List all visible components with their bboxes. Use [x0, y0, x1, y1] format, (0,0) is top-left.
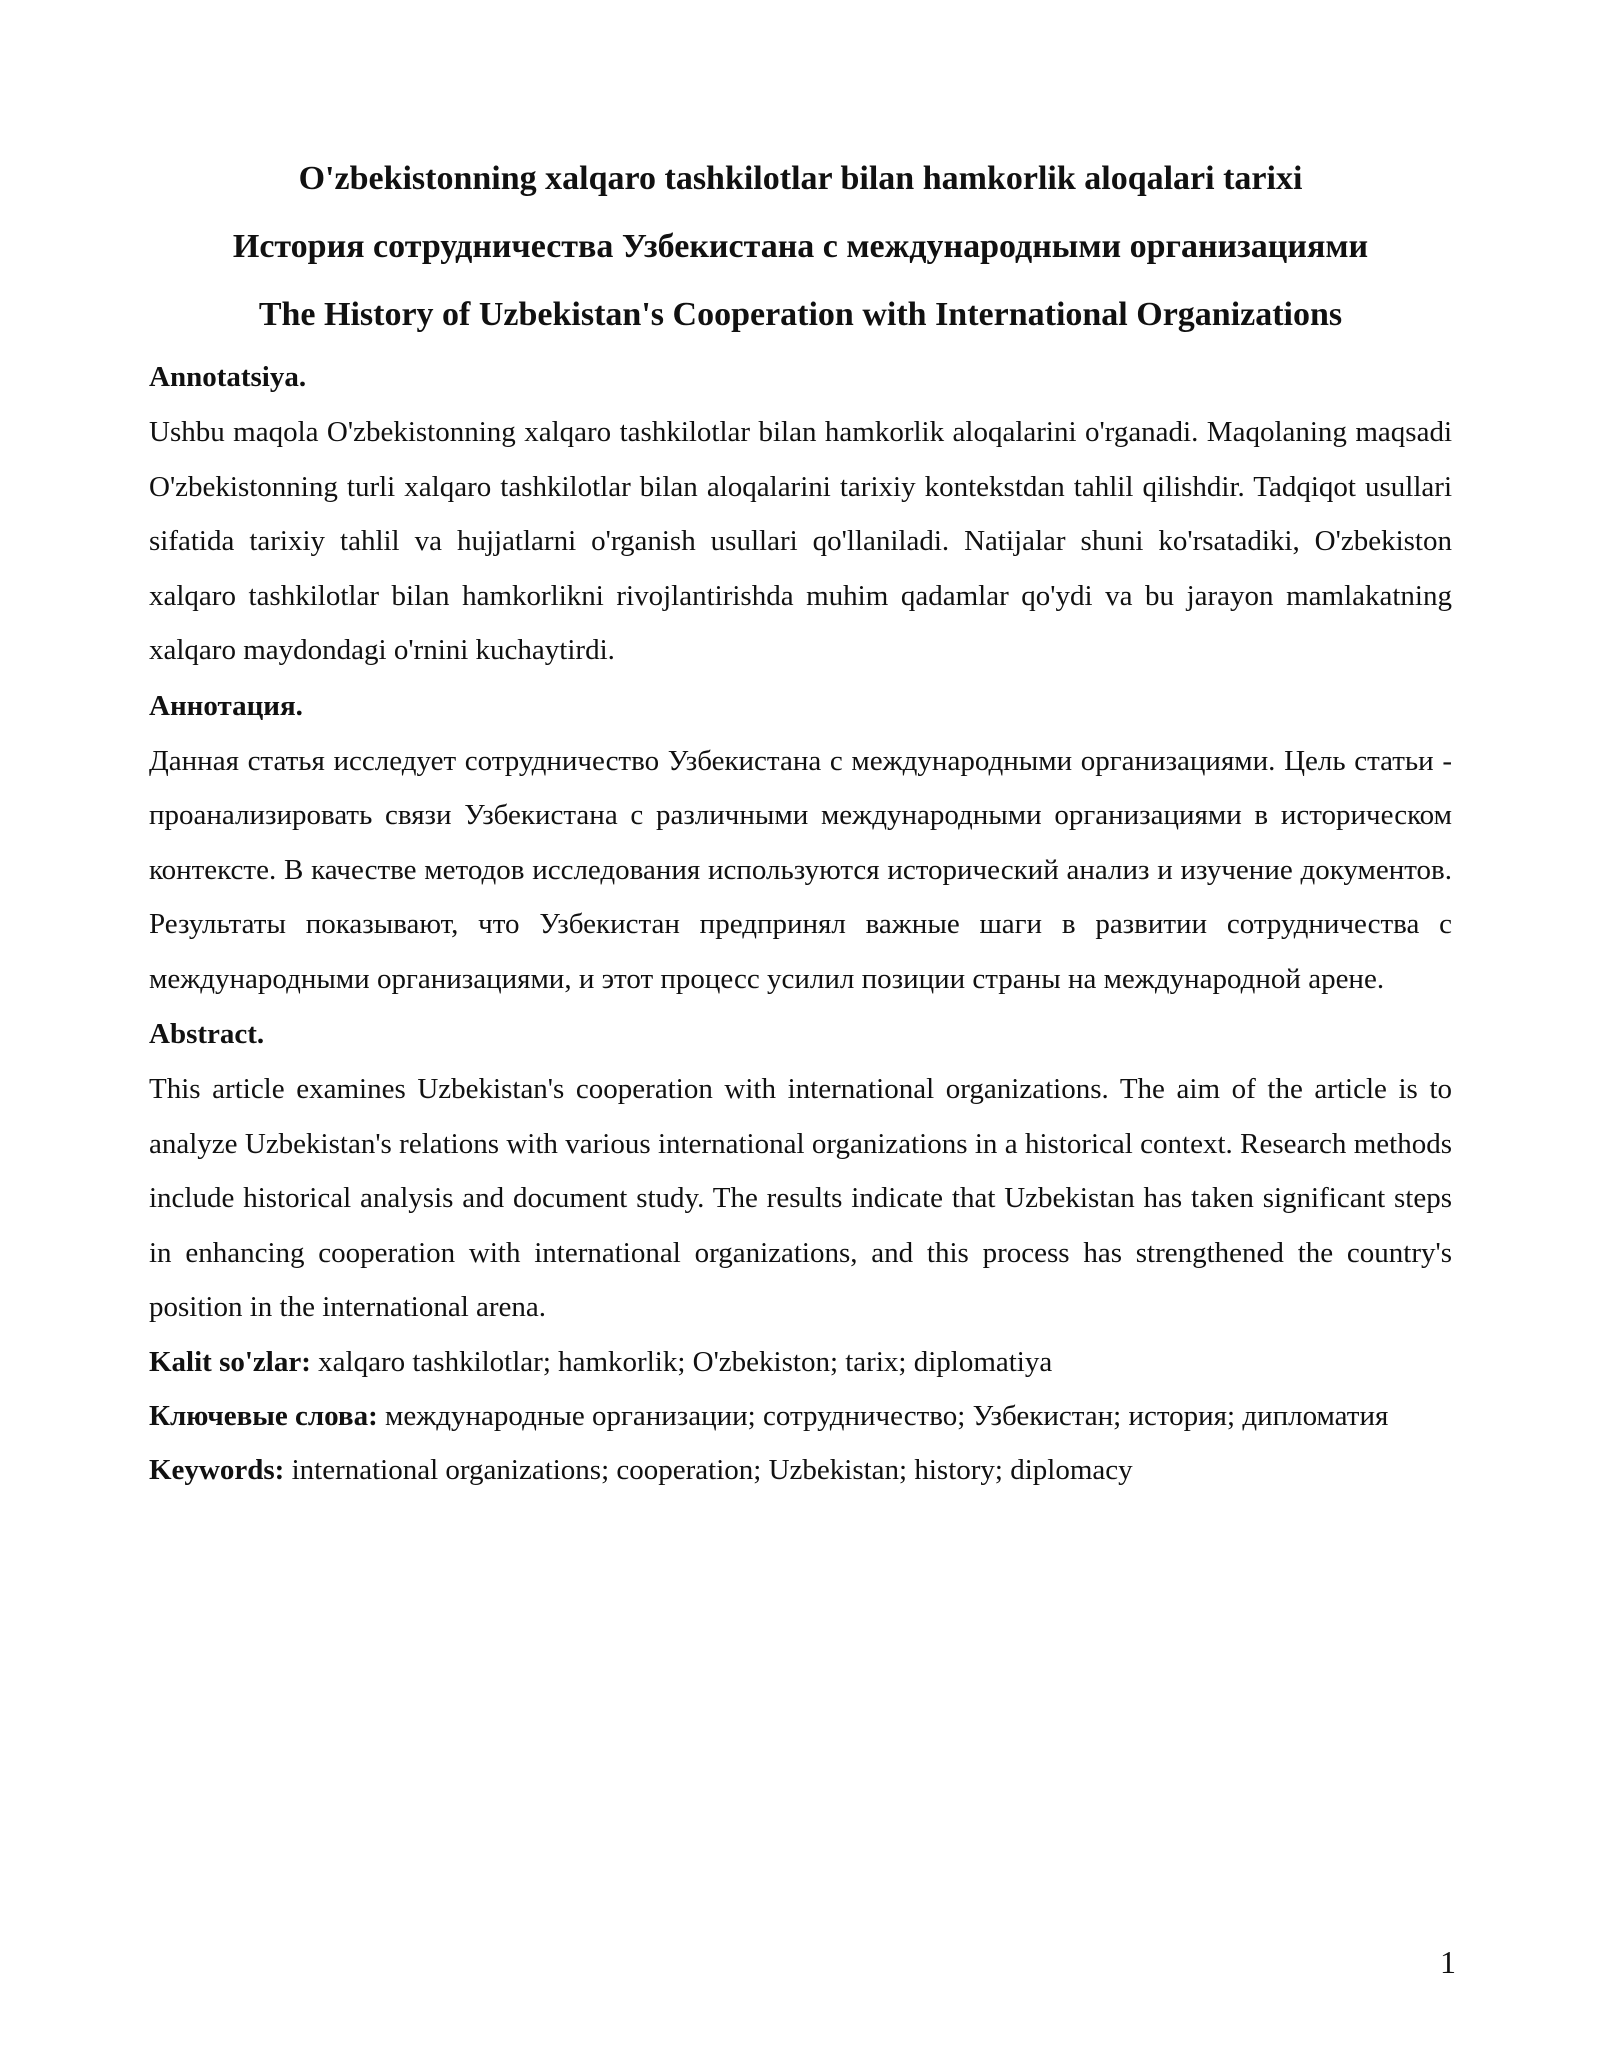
keywords-english-list: international organizations; cooperation; Uzbekistan; history; diplomacy [284, 1453, 1133, 1486]
keywords-russian-list: международные организации; сотрудничество; Узбекистан; история; дипломатия [377, 1399, 1389, 1432]
title-english: The History of Uzbekistan's Cooperation with International Organizations [258, 296, 1343, 333]
keywords-english-label: Keywords: [149, 1453, 285, 1486]
annotation-uzbek-heading: Annotatsiya. [149, 361, 307, 393]
annotation-russian-heading: Аннотация. [149, 689, 303, 722]
title-uzbek: O'zbekistonning xalqaro tashkilotlar bilan hamkorlik aloqalari tarixi [298, 160, 1303, 197]
title-russian: История сотрудничества Узбекистана с международными организациями [232, 228, 1369, 265]
page-number: 1 [1440, 1944, 1456, 1980]
keywords-uzbek-list: xalqaro tashkilotlar; hamkorlik; O'zbekiston; tarix; diplomatiya [310, 1345, 1053, 1378]
keywords-uzbek-label: Kalit so'zlar: [149, 1345, 311, 1378]
keywords-uzbek [149, 1335, 1452, 1389]
abstract-english-heading: Abstract. [149, 1018, 265, 1050]
keywords-russian-label: Ключевые слова: [149, 1399, 378, 1432]
annotation-uzbek-text: Ushbu maqola O'zbekistonning xalqaro tashkilotlar bilan hamkorlik aloqalarini o'rganadi. Maqolaning maqsadi O'zbekistonning turli xalqaro tashkilotlar bilan aloqalarini tarixiy kontekstdan tahlil qilishdir. Tadqiqot usullari sifatida tarixiy tahlil va hujjatlarni o'rganish usullari qo'llaniladi. Natijalar shuni ko'rsatadiki, O'zbekiston xalqaro tashkilotlar bilan hamkorlikni rivojlantirishda muhim qadamlar qo'ydi va bu jarayon mamlakatning xalqaro maydondagi o'rnini kuchaytirdi. [149, 416, 1452, 666]
paper-page [149, 145, 1452, 1497]
keywords-russian [149, 1389, 1452, 1443]
keywords-english [149, 1443, 1452, 1497]
annotation-russian-text: Данная статья исследует сотрудничество Узбекистана с международными организациями. Цель статьи - проанализировать связи Узбекистана с различными международными организациями в историческом контексте. В качестве методов исследования используются исторический анализ и изучение документов. Результаты показывают, что Узбекистан предпринял важные шаги в развитии сотрудничества с международными организациями, и этот процесс усилил позиции страны на международной арене. [149, 744, 1452, 995]
abstract-english-text: This article examines Uzbekistan's cooperation with international organizations. The aim of the article is to analyze Uzbekistan's relations with various international organizations in a historical context. Research methods include historical analysis and document study. The results indicate that Uzbekistan has taken significant steps in enhancing cooperation with international organizations, and this process has strengthened the country's position in the international arena. [149, 1073, 1452, 1323]
